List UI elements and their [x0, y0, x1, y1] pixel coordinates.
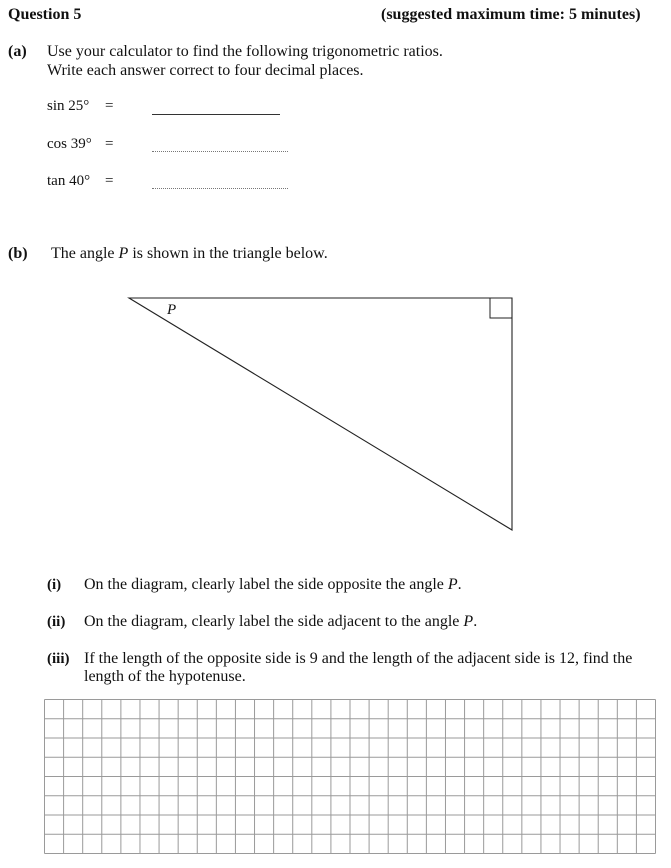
- part-b-intro: The angle P is shown in the triangle below.: [51, 245, 328, 262]
- subpart-iii-line-2: length of the hypotenuse.: [84, 668, 246, 685]
- ratio-cos-expr: cos 39°: [47, 136, 92, 152]
- subpart-iii-line-1: If the length of the opposite side is 9 and the length of the adjacent side is 12, find the: [84, 650, 633, 667]
- ratio-sin-expr: sin 25°: [47, 98, 90, 114]
- ratio-cos-equals: =: [105, 136, 114, 152]
- subpart-i-label: (i): [47, 577, 62, 593]
- subpart-i-text: On the diagram, clearly label the side opposite the angle P.: [84, 576, 462, 593]
- right-angle-marker: [490, 298, 512, 318]
- question-title: Question 5: [8, 6, 82, 23]
- subpart-iii-label: (iii): [47, 651, 70, 667]
- part-a-line-1: Use your calculator to find the following trigonometric ratios.: [47, 43, 443, 60]
- working-grid[interactable]: [44, 699, 656, 854]
- right-triangle[interactable]: [129, 298, 512, 530]
- ratio-tan-equals: =: [105, 173, 114, 189]
- part-a-label: (a): [8, 43, 27, 60]
- ratio-tan-expr: tan 40°: [47, 173, 91, 189]
- ratio-sin-equals: =: [105, 98, 114, 114]
- angle-p-label: P: [167, 302, 177, 318]
- part-a-line-2: Write each answer correct to four decimal places.: [47, 62, 364, 79]
- time-note: (suggested maximum time: 5 minutes): [381, 6, 641, 23]
- subpart-ii-text: On the diagram, clearly label the side adjacent to the angle P.: [84, 613, 478, 630]
- subpart-ii-label: (ii): [47, 614, 66, 630]
- part-b-label: (b): [8, 245, 28, 262]
